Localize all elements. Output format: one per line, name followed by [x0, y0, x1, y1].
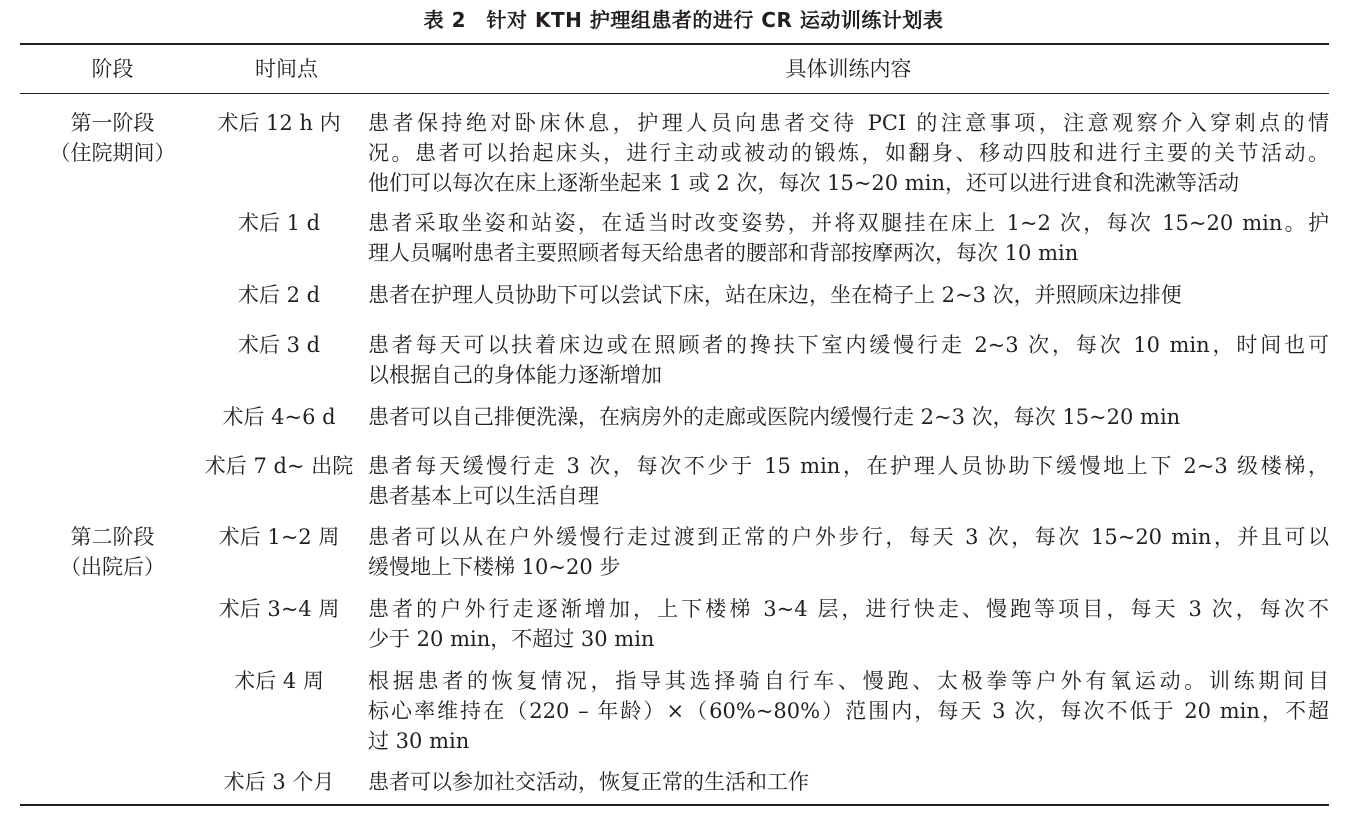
content-line: 患者基本上可以生活自理: [368, 484, 599, 508]
content-line: 况。患者可以抬起床头，进行主动或被动的锻炼，如翻身、移动四肢和进行主要的关节活动。: [368, 141, 1329, 165]
time-point: 术后 3~4 周: [218, 597, 340, 621]
time-point: 术后 1~2 周: [218, 525, 340, 549]
training-plan-table: [20, 45, 1329, 794]
content-line: 少于 20 min，不超过 30 min: [368, 627, 655, 651]
content-line: 标心率维持在（220 – 年龄）×（60%~80%）范围内，每天 3 次，每次不低于 20 min，不超: [368, 699, 1329, 723]
content-line: 患者每天缓慢行走 3 次，每次不少于 15 min，在护理人员协助下缓慢地上下 2~3 级楼梯，: [368, 454, 1329, 478]
header-stage: 阶段: [91, 57, 134, 81]
training-content: [368, 451, 1329, 511]
time-point: 术后 4~6 d: [222, 405, 336, 429]
training-content: [368, 108, 1329, 198]
training-content: [368, 666, 1329, 756]
training-content: [368, 594, 1329, 654]
content-line: 患者采取坐姿和站姿，在适当时改变姿势，并将双腿挂在床上 1~2 次，每次 15~20 min。护: [368, 211, 1329, 235]
content-line: 理人员嘱咐患者主要照顾者每天给患者的腰部和背部按摩两次，每次 10 min: [368, 241, 1079, 265]
content-line: 他们可以每次在床上逐渐坐起来 1 或 2 次，每次 15~20 min，还可以进行进食和洗漱等活动: [368, 171, 1239, 195]
content-line: 患者可以从在户外缓慢行走过渡到正常的户外步行，每天 3 次，每次 15~20 min，并且可以: [368, 525, 1329, 549]
content-line: 以根据自己的身体能力逐渐增加: [368, 363, 662, 387]
time-point: 术后 12 h 内: [217, 111, 341, 135]
stage-cell-1: [20, 108, 205, 168]
stage-period: （出院后）: [60, 555, 165, 579]
training-content: [368, 280, 1329, 310]
training-content: [368, 402, 1329, 432]
training-content: [368, 522, 1329, 582]
time-point: 术后 2 d: [237, 283, 321, 307]
stage-name: 第二阶段: [70, 525, 155, 549]
table-header-rule: [20, 93, 1329, 94]
stage-name: 第一阶段: [70, 111, 155, 135]
content-line: 患者可以参加社交活动，恢复正常的生活和工作: [368, 770, 809, 794]
time-point: 术后 4 周: [234, 669, 324, 693]
table-header-row: [20, 45, 1329, 93]
header-time: 时间点: [255, 57, 318, 81]
time-point: 术后 3 d: [237, 333, 321, 357]
training-content: [368, 208, 1329, 268]
content-line: 患者每天可以扶着床边或在照顾者的搀扶下室内缓慢行走 2~3 次，每次 10 min，时间也可: [368, 333, 1329, 357]
content-line: 过 30 min: [368, 729, 470, 753]
content-line: 患者的户外行走逐渐增加，上下楼梯 3~4 层，进行快走、慢跑等项目，每天 3 次，每次不: [368, 597, 1329, 621]
table-caption: 表 2 针对 KTH 护理组患者的进行 CR 运动训练计划表: [423, 8, 944, 32]
stage-cell-2: [20, 522, 205, 582]
content-line: 患者保持绝对卧床休息，护理人员向患者交待 PCI 的注意事项，注意观察介入穿刺点的情: [368, 111, 1329, 135]
time-point: 术后 1 d: [237, 211, 321, 235]
time-point: 术后 3 个月: [223, 770, 335, 794]
content-line: 患者可以自己排便洗澡，在病房外的走廊或医院内缓慢行走 2~3 次，每次 15~20 min: [368, 405, 1181, 429]
training-content: [368, 330, 1329, 390]
training-content: [368, 767, 1329, 797]
content-line: 根据患者的恢复情况，指导其选择骑自行车、慢跑、太极拳等户外有氧运动。训练期间目: [368, 669, 1329, 693]
stage-period: （住院期间）: [49, 141, 176, 165]
header-content: 具体训练内容: [785, 57, 912, 81]
content-line: 患者在护理人员协助下可以尝试下床，站在床边，坐在椅子上 2~3 次，并照顾床边排便: [368, 283, 1182, 307]
time-point: 术后 7 d~ 出院: [204, 454, 354, 478]
table-bottom-rule: [20, 804, 1329, 806]
content-line: 缓慢地上下楼梯 10~20 步: [368, 555, 621, 579]
